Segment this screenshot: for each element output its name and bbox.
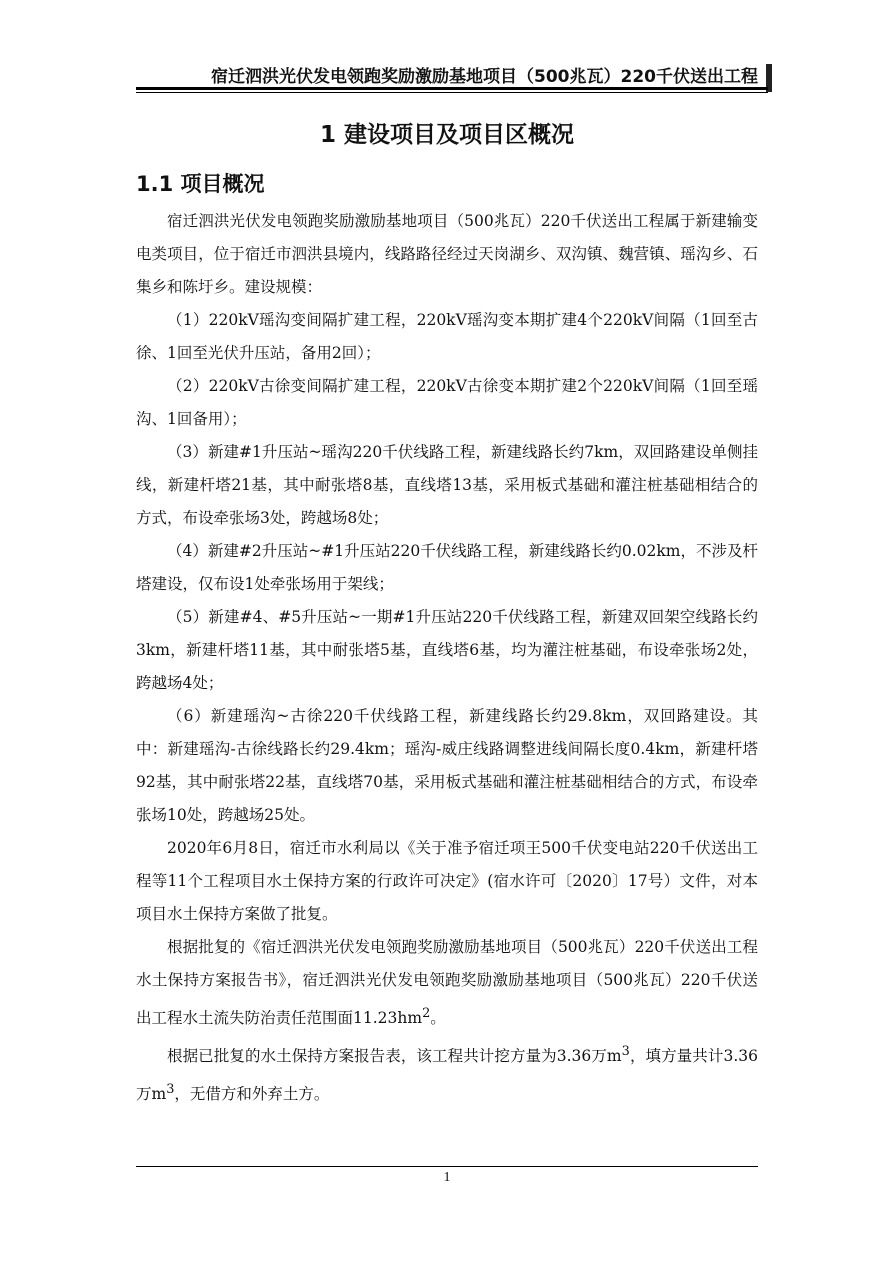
- header-rule: [136, 87, 768, 90]
- paragraph-item-3: （3）新建#1升压站~瑶沟220千伏线路工程，新建线路长约7km，双回路建设单侧挂线，新建杆塔21基，其中耐张塔8基，直线塔13基，采用板式基础和灌注桩基础相结合的方式，布设牵张场3处，跨越场8处；: [136, 443, 758, 527]
- volume-text-3: ，无借方和外弃土方。: [174, 1085, 330, 1104]
- volume-text-1: 根据已批复的水土保持方案报告表，该工程共计挖方量为3.36万m: [167, 1047, 622, 1066]
- superscript: 2: [422, 1006, 431, 1021]
- volume-text-2: ，填方量共计3.36万m: [136, 1047, 758, 1104]
- chapter-title: 1 建设项目及项目区概况: [319, 122, 574, 148]
- paragraph-intro: 宿迁泗洪光伏发电领跑奖励激励基地项目（500兆瓦）220千伏送出工程属于新建输变电类项目，位于宿迁市泗洪县境内，线路路径经过天岗湖乡、双沟镇、魏营镇、瑶沟乡、石集乡和陈圩乡。建设规模：: [136, 212, 758, 296]
- paragraph-item-4: （4）新建#2升压站~#1升压站220千伏线路工程，新建线路长约0.02km，不涉及杆塔建设，仅布设1处牵张场用于架线；: [136, 542, 758, 593]
- running-header-title: 宿迁泗洪光伏发电领跑奖励激励基地项目（500兆瓦）220千伏送出工程: [211, 67, 758, 87]
- paragraph-item-5: （5）新建#4、#5升压站~一期#1升压站220千伏线路工程，新建双回架空线路长约3km，新建杆塔11基，其中耐张塔5基，直线塔6基，均为灌注桩基础，布设牵张场2处，跨越场4处；: [136, 608, 758, 692]
- header-rule-thin: [136, 92, 768, 93]
- body-text: [136, 205, 758, 1111]
- paragraph-item-6: （6）新建瑶沟~古徐220千伏线路工程，新建线路长约29.8km，双回路建设。其中：新建瑶沟-古徐线路长约29.4km；瑶沟-威庄线路调整进线间隔长度0.4km，新建杆塔92基，其中耐张塔22基，直线塔70基，采用板式基础和灌注桩基础相结合的方式，布设牵张场10处，跨越场25处。: [136, 707, 758, 824]
- sentence-end: 。: [430, 1009, 446, 1028]
- footer-rule: [136, 1166, 758, 1167]
- paragraph-item-2: （2）220kV古徐变间隔扩建工程，220kV古徐变本期扩建2个220kV间隔（1回至瑶沟、1回备用）；: [136, 377, 758, 428]
- paragraph-responsibility-area: [136, 931, 758, 1035]
- paragraph-earthwork-volume: [136, 1035, 758, 1111]
- paragraph-item-1: （1）220kV瑶沟变间隔扩建工程，220kV瑶沟变本期扩建4个220kV间隔（1回至古徐、1回至光伏升压站，备用2回）；: [136, 311, 758, 362]
- responsibility-area-text: 根据批复的《宿迁泗洪光伏发电领跑奖励激励基地项目（500兆瓦）220千伏送出工程水土保持方案报告书》，宿迁泗洪光伏发电领跑奖励激励基地项目（500兆瓦）220千伏送出工程水土流失防治责任范围面11.23hm: [136, 938, 758, 1028]
- superscript: 3: [166, 1082, 175, 1098]
- superscript: 3: [621, 1044, 630, 1060]
- section-title: 1.1 项目概况: [136, 172, 265, 196]
- page-number: 1: [443, 1170, 451, 1185]
- paragraph-approval-date: 2020年6月8日，宿迁市水利局以《关于准予宿迁项王500千伏变电站220千伏送出工程等11个工程项目水土保持方案的行政许可决定》(宿水许可〔2020〕17号）文件，对本项目水土保持方案做了批复。: [136, 839, 758, 923]
